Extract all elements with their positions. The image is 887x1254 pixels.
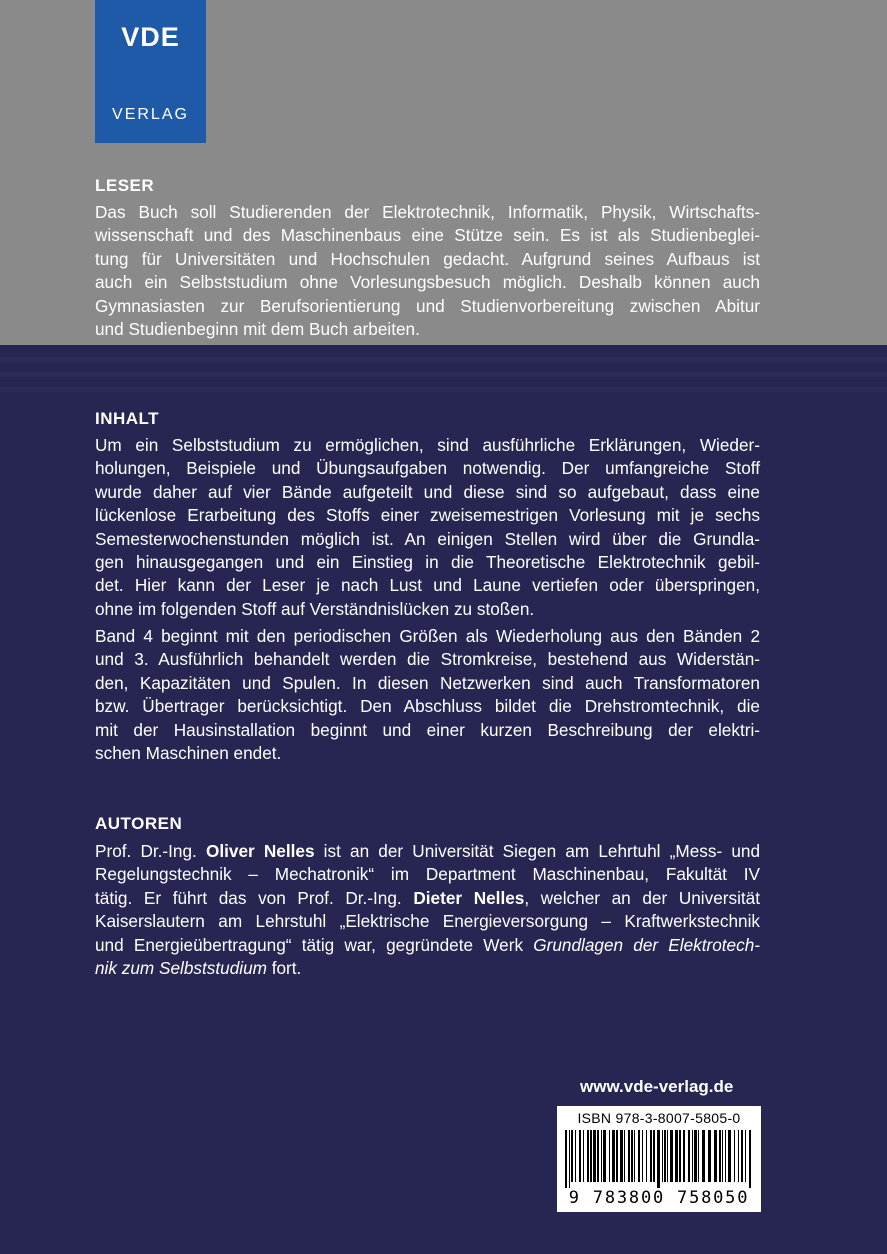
text-line: schen Maschinen endet. (95, 743, 282, 764)
barcode-bar (702, 1130, 705, 1182)
barcode-bar (616, 1130, 618, 1182)
inhalt-heading: INHALT (95, 409, 160, 428)
text-line: bzw. Übertrager berücksichtigt. Den Abschluss bildet die Drehstromtechnik, die (95, 696, 760, 717)
book-title: Grundlagen der Elektrotech- (533, 934, 760, 955)
barcode-bars (565, 1130, 753, 1188)
barcode-bar (571, 1130, 573, 1182)
barcode-bar (612, 1130, 615, 1182)
barcode-bar (569, 1130, 570, 1188)
barcode-bar (708, 1130, 711, 1182)
text-line (95, 957, 760, 980)
barcode-bar (728, 1130, 731, 1182)
text-span: und Energieübertragung“ tätig war, gegründete Werk (95, 934, 534, 955)
autoren-heading: AUTOREN (95, 814, 183, 833)
barcode-bar (653, 1130, 655, 1182)
text-line (95, 887, 760, 910)
text-line: mit der Hausinstallation beginnt und einer kurzen Beschreibung der elektri- (95, 719, 760, 740)
stripe-divider (0, 372, 887, 377)
barcode-bar (749, 1130, 751, 1188)
vde-verlag-logo (95, 0, 206, 143)
stripe-divider (0, 357, 887, 362)
text-line: Regelungstechnik – Mechatronik“ im Department Maschinenbau, Fakultät IV (95, 864, 760, 885)
text-line: ohne im folgenden Stoff auf Verständnislücken zu stoßen. (95, 598, 535, 619)
barcode-bar (698, 1130, 699, 1182)
barcode-bar (738, 1130, 739, 1182)
text-line: Kaiserslautern am Lehrstuhl „Elektrische Energieversorgung – Kraftwerkstechnik (95, 911, 760, 932)
barcode-bar (725, 1130, 726, 1182)
barcode-bar (593, 1130, 596, 1182)
text-line: holungen, Beispiele und Übungsaufgaben notwendig. Der umfangreiche Stoff (95, 458, 760, 479)
author-name: Oliver Nelles (205, 841, 315, 861)
text-line: und Studienbeginn mit dem Buch arbeiten. (95, 319, 420, 340)
text-line: det. Hier kann der Leser je nach Lust und Laune vertiefen oder überspringen, (95, 575, 760, 596)
inhalt-paragraph-2 (95, 625, 760, 765)
barcode-bar (670, 1130, 673, 1182)
logo-sub-text: VERLAG (112, 106, 189, 123)
text-line (95, 840, 760, 863)
barcode-bar (603, 1130, 606, 1182)
barcode-bar (646, 1130, 647, 1182)
text-line: Das Buch soll Studierenden der Elektrotechnik, Informatik, Physik, Wirtschafts- (95, 202, 760, 222)
barcode-bar (657, 1130, 660, 1188)
text-line: auch ein Selbststudium ohne Vorlesungsbesuch möglich. Deshalb können auch (95, 272, 760, 293)
barcode-bar (565, 1130, 567, 1188)
barcode-bar (638, 1130, 640, 1182)
barcode-bar (662, 1130, 663, 1182)
text-span: ist an der Universität Siegen am Lehrtuhl „Mess- und (314, 841, 761, 861)
text-line: den, Kapazitäten und Spulen. In diesen Netzwerken sind auch Transformatoren (95, 672, 760, 693)
text-line: Gymnasiasten zur Berufsorientierung und Studienvorbereitung zwischen Abitur (95, 295, 760, 316)
isbn-barcode (557, 1106, 761, 1212)
text-line: gen hinausgegangen und ein Einstieg in die Theoretische Elektrotechnik gebil- (95, 552, 760, 573)
barcode-bar (694, 1130, 697, 1182)
barcode-bar (679, 1130, 681, 1182)
barcode-bar (664, 1130, 666, 1182)
barcode-bar (628, 1130, 630, 1182)
barcode-bar (667, 1130, 668, 1182)
autoren-paragraph (95, 840, 760, 980)
barcode-bar (734, 1130, 735, 1182)
barcode-bar (624, 1130, 625, 1182)
text-line: tung für Universitäten und Hochschulen gedacht. Aufgrund seines Aufbaus ist (95, 248, 760, 269)
text-line: Um ein Selbststudium zu ermöglichen, sind ausführliche Erklärungen, Wieder- (95, 435, 760, 455)
barcode-bar (650, 1130, 652, 1182)
barcode-bar (579, 1130, 581, 1182)
barcode-bar (675, 1130, 678, 1182)
author-name: Dieter Nelles (413, 887, 525, 908)
barcode-bar (601, 1130, 602, 1182)
barcode-bar (634, 1130, 635, 1182)
text-span: , welcher an der Universität (524, 887, 761, 908)
barcode-bar (688, 1130, 690, 1182)
stripe-divider (0, 387, 887, 392)
inhalt-paragraph-1 (95, 434, 760, 621)
text-line: und 3. Ausführlich behandelt werden die Stromkreise, bestehend aus Widerstän- (95, 649, 760, 670)
barcode-bar (590, 1130, 592, 1182)
barcode-bar (741, 1130, 743, 1182)
barcode-bar (587, 1130, 589, 1182)
barcode-bar (719, 1130, 721, 1182)
text-line: wissenschaft und des Maschinenbaus eine Stütze sein. Es ist als Studienbeglei- (95, 225, 760, 246)
text-span: Prof. Dr.-Ing. (95, 841, 206, 861)
barcode-digits: 9 783800 758050 (568, 1188, 750, 1208)
barcode-bar (692, 1130, 693, 1182)
text-line: Semesterwochenstunden möglich ist. An einigen Stellen wird über die Grundla- (95, 528, 760, 549)
barcode-bar (620, 1130, 623, 1182)
logo-main-text: VDE (121, 22, 180, 52)
barcode-bar (714, 1130, 717, 1182)
barcode-bar (597, 1130, 599, 1182)
barcode-bar (575, 1130, 576, 1182)
website-url: www.vde-verlag.de (580, 1077, 734, 1096)
text-line: wurde daher auf vier Bände aufgeteilt und diese sind so aufgebaut, dass eine (95, 481, 760, 502)
barcode-bar (642, 1130, 643, 1182)
leser-paragraph (95, 201, 760, 341)
text-line: lückenlose Erarbeitung des Stoffs einer zweisemestrigen Vorlesung mit je sechs (95, 505, 760, 526)
leser-heading: LESER (95, 176, 155, 195)
text-span: fort. (266, 958, 302, 979)
isbn-text: ISBN 978-3-8007-5805-0 (577, 1110, 741, 1126)
barcode-bar (583, 1130, 584, 1182)
text-span: tätig. Er führt das von Prof. Dr.-Ing. (95, 887, 414, 908)
barcode-bar (609, 1130, 610, 1182)
book-title: nik zum Selbststudium (95, 958, 267, 979)
barcode-bar (745, 1130, 746, 1182)
barcode-bar (683, 1130, 685, 1182)
barcode-bar (722, 1130, 723, 1182)
text-line: Band 4 beginnt mit den periodischen Größen als Wiederholung aus den Bänden 2 (95, 626, 760, 646)
text-line (95, 934, 760, 957)
barcode-bar (631, 1130, 633, 1182)
